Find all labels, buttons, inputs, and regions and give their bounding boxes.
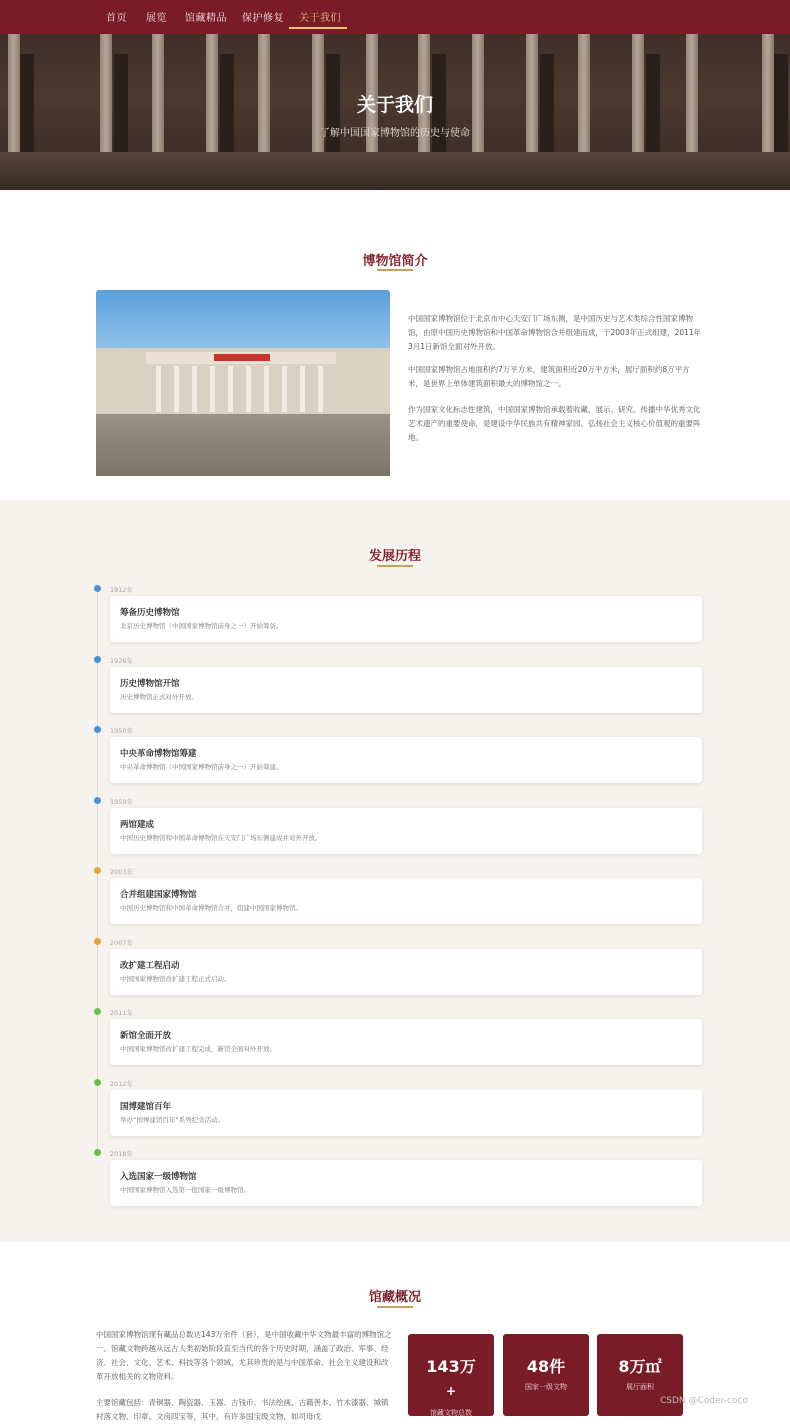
timeline-card-title: 入选国家一级博物馆: [120, 1172, 197, 1182]
stat-value: 8万㎡: [618, 1357, 662, 1376]
stat-label: 展厅面积: [626, 1383, 654, 1391]
stat-card-total: [408, 1334, 494, 1416]
timeline-card-title: 中央革命博物馆筹建: [120, 749, 197, 759]
timeline-year: 2007年: [110, 938, 134, 947]
timeline-card: [110, 949, 702, 995]
hero-banner: [0, 34, 790, 190]
nav-item-home[interactable]: 首页: [106, 13, 127, 24]
timeline-card-desc: 北京历史博物馆（中国国家博物馆前身之一）开始筹备。: [120, 622, 283, 630]
timeline-card-title: 两馆建成: [120, 819, 155, 830]
stat-card-grade-one: [503, 1334, 589, 1416]
timeline-card: [110, 1160, 702, 1206]
collection-section-title: 馆藏概况: [368, 1290, 421, 1305]
intro-title-underline: [377, 269, 413, 271]
timeline-dot: [94, 726, 101, 733]
timeline-card-desc: 中国国家博物馆改扩建工程正式启动。: [120, 974, 231, 983]
timeline-dot: [94, 1149, 101, 1156]
timeline-card: [110, 1019, 702, 1065]
hero-title: 关于我们: [356, 94, 433, 116]
nav-item-exhibitions[interactable]: 展览: [146, 13, 167, 24]
intro-paragraph-1: 中国国家博物馆位于北京市中心天安门广场东侧，是中国历史与艺术类综合性国家博物馆，由原中国历史博物馆和中国革命博物馆合并组建而成，于2003年正式组建，2011年3月1日新馆全面对外开放。: [408, 314, 702, 351]
watermark: CSDN @Coder-coco: [660, 1396, 748, 1406]
timeline-dot: [94, 867, 101, 874]
timeline-card-desc: 中国国家博物馆入选第一批国家一级博物馆。: [120, 1186, 250, 1194]
stat-label: 国家一级文物: [525, 1383, 567, 1391]
timeline-card-desc: 中国国家博物馆改扩建工程完成，新馆全面对外开放。: [120, 1045, 276, 1053]
timeline-card-desc: 举办“国博建馆百年”系列纪念活动。: [120, 1115, 225, 1124]
timeline-year: 2011年: [110, 1009, 134, 1017]
nav-item-conservation[interactable]: 保护修复: [242, 13, 284, 24]
timeline-card-title: 历史博物馆开馆: [120, 678, 180, 689]
timeline-year: 1926年: [110, 656, 134, 665]
museum-photo: [96, 290, 390, 476]
timeline-card: [110, 667, 702, 713]
stat-plus: +: [445, 1384, 457, 1398]
timeline-dot: [94, 1079, 101, 1086]
stat-value: 143万: [426, 1357, 476, 1376]
timeline-card: [110, 596, 702, 642]
collection-title-underline: [377, 1306, 413, 1308]
timeline-year: 1912年: [110, 586, 134, 594]
stat-value: 48件: [526, 1357, 566, 1376]
intro-paragraph-2: 中国国家博物馆占地面积约7万平方米，建筑面积近20万平方米，展厅面积约8万平方米，是世界上单体建筑面积最大的博物馆之一。: [408, 365, 690, 388]
intro-section-title: 博物馆简介: [362, 254, 428, 269]
timeline-dot: [94, 1008, 101, 1015]
history-section-title: 发展历程: [368, 549, 421, 564]
timeline-dot: [94, 656, 101, 663]
timeline-card-title: 国博建馆百年: [120, 1101, 172, 1112]
timeline-card-desc: 历史博物馆正式对外开放。: [120, 692, 198, 701]
nav-active-indicator: [289, 27, 347, 29]
hero-subtitle: 了解中国国家博物馆的历史与使命: [320, 128, 470, 139]
timeline-year: 1959年: [110, 797, 134, 806]
nav-item-collections[interactable]: 馆藏精品: [185, 13, 227, 24]
timeline-card: [110, 808, 702, 854]
collection-paragraph-2: 主要馆藏包括：青铜器、陶瓷器、玉器、古钱币、书法绘画、古籍善本、竹木漆器、城镇村落文物、印章、文房四宝等，其中，有许多国宝级文物，如司母戊: [96, 1398, 389, 1421]
timeline-card: [110, 737, 702, 783]
timeline-card-desc: 中国历史博物馆和中国革命博物馆合并，组建中国国家博物馆。: [120, 904, 302, 912]
nav-item-about[interactable]: 关于我们: [299, 13, 341, 24]
timeline-dot: [94, 797, 101, 804]
timeline-card: [110, 1090, 702, 1136]
collection-paragraph-1: 中国国家博物馆现有藏品总数达143万余件（套），是中国收藏中华文物最丰富的博物馆之一。馆藏文物跨越从远古人类初始阶段直至当代的各个历史时期，涵盖了政治、军事、经济、社会、文化、艺术、科技等各个领域，尤其珍贵的是与中国革命、社会主义建设和改革开放相关的文物资料。: [96, 1330, 392, 1381]
timeline-card: [110, 878, 702, 924]
timeline-dot: [94, 938, 101, 945]
timeline-card-title: 筹备历史博物馆: [120, 608, 180, 618]
history-title-underline: [377, 565, 413, 567]
timeline-year: 2003年: [110, 868, 134, 876]
timeline-card-title: 合并组建国家博物馆: [120, 890, 197, 900]
timeline-card-title: 改扩建工程启动: [120, 960, 180, 971]
timeline-year: 2018年: [110, 1150, 134, 1158]
timeline-card-title: 新馆全面开放: [120, 1031, 172, 1041]
timeline-year: 1950年: [110, 727, 134, 735]
timeline-card-desc: 中央革命博物馆（中国国家博物馆前身之一）开始筹建。: [120, 763, 283, 771]
intro-paragraph-3: 作为国家文化标志性建筑，中国国家博物馆承载着收藏、展示、研究、传播中华优秀文化艺术遗产的重要使命，是建设中华民族共有精神家园、弘扬社会主义核心价值观的重要阵地。: [408, 405, 701, 442]
timeline-dot: [94, 585, 101, 592]
stat-label: 馆藏文物总数: [430, 1409, 472, 1417]
top-nav: [0, 0, 790, 34]
timeline-year: 2012年: [110, 1079, 134, 1088]
timeline-card-desc: 中国历史博物馆和中国革命博物馆在天安门广场东侧建成并对外开放。: [120, 833, 322, 842]
